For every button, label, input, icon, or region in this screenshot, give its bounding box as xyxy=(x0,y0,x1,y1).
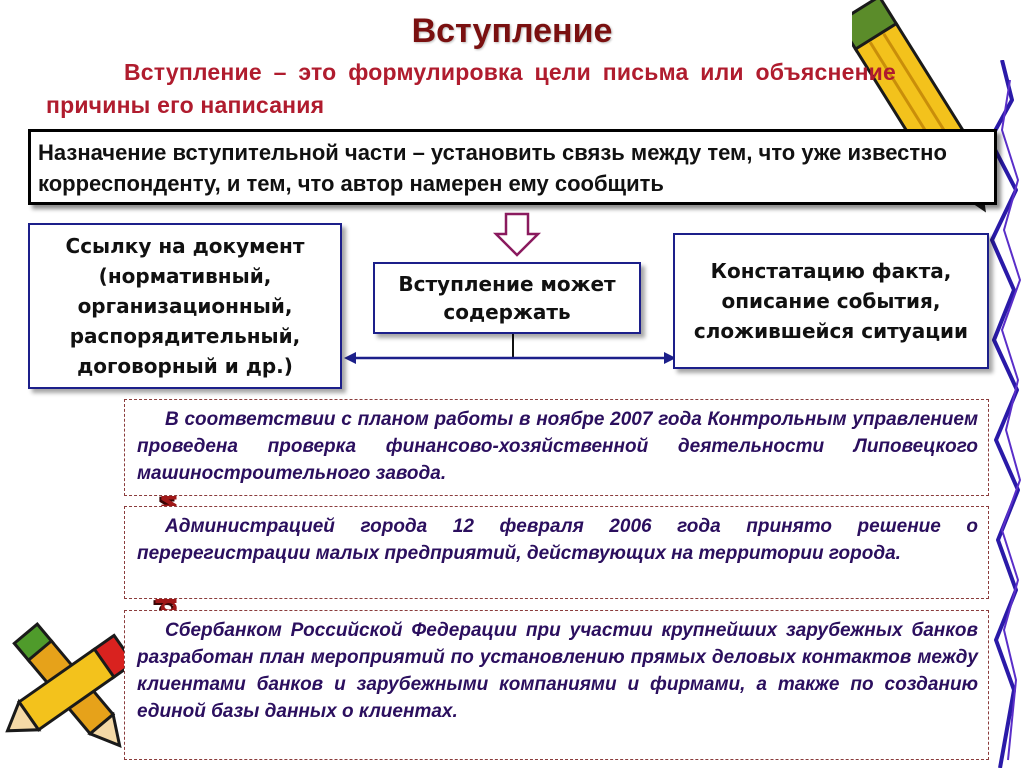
down-arrow-icon xyxy=(492,212,542,258)
intro-contains-box: Вступление может содержать xyxy=(373,262,641,334)
pencils-bottom-left-icon xyxy=(0,608,140,758)
document-reference-box: Ссылку на документ (нормативный, организационный, распорядительный, договорный и др.) xyxy=(28,223,342,389)
connector-lines xyxy=(340,330,680,370)
example-2: Администрацией города 12 февраля 2006 года принято решение о перерегистрации малых предприятий, действующих на территории города. xyxy=(124,506,989,599)
definition-text: Вступление – это формулировка цели письма или объяснение причины его написания xyxy=(46,59,896,118)
example-1: В соответствии с планом работы в ноябре 2007 года Контрольным управлением проведена проверка финансово-хозяйственной деятельности Липовецкого машиностроительного завода. xyxy=(124,399,989,496)
fact-statement-box: Констатацию факта, описание события, сложившейся ситуации xyxy=(673,233,989,369)
examples-label xyxy=(34,420,94,578)
page-title: Вступление xyxy=(411,12,613,50)
purpose-text: Назначение вступительной части – установить связь между тем, что уже известно корреспонденту, и тем, что автор намерен ему сообщить xyxy=(38,140,947,196)
example-3: Сбербанком Российской Федерации при участии крупнейших зарубежных банков разработан план мероприятий по установлению прямых деловых контактов между клиентами банков и зарубежными компаниями и фирмами, а также по созданию единой базы данных о клиентах. xyxy=(124,610,989,760)
